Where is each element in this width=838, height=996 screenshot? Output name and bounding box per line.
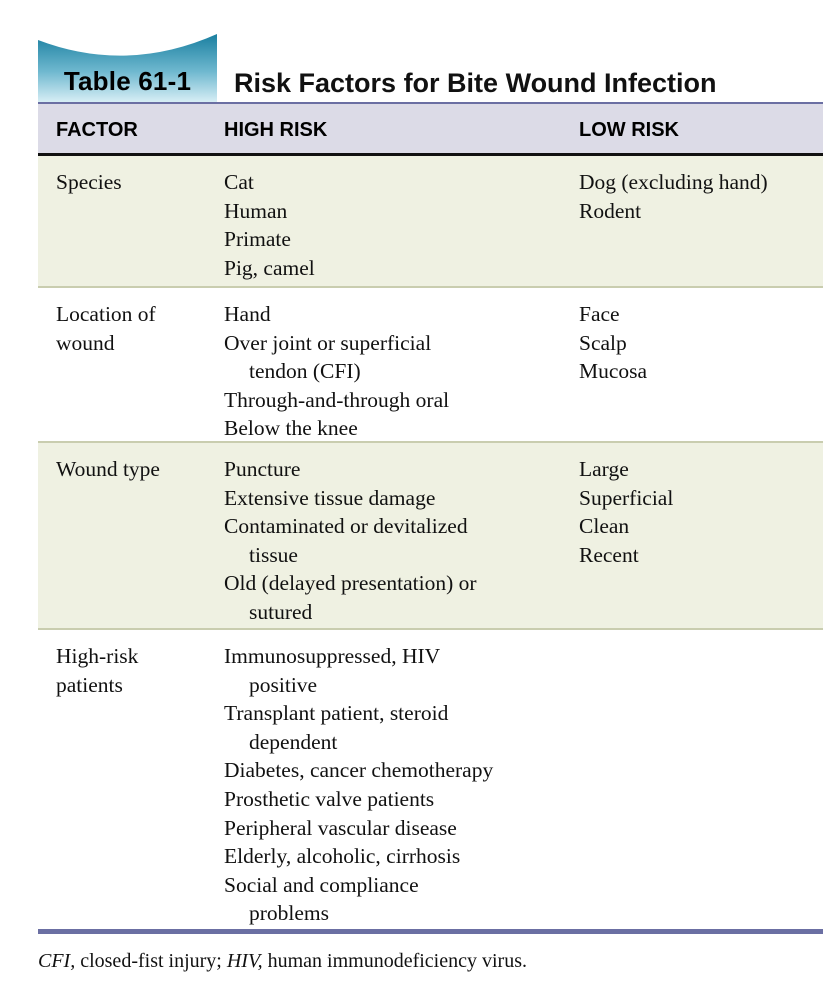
high-risk-item: Over joint or superficial (224, 330, 432, 355)
low-risk-item: Face (579, 302, 620, 326)
low-risk-item: Clean (579, 514, 630, 539)
high-risk-item: Social and compliance (224, 872, 419, 897)
header-high-risk: HIGH RISK (224, 119, 328, 141)
bottom-rule (38, 929, 823, 934)
factor-label-line: Location of (56, 302, 156, 326)
high-risk-item: Contaminated or devitalized (224, 514, 468, 539)
high-risk-item: Prosthetic valve patients (224, 786, 435, 811)
factor-label-line: wound (56, 330, 115, 355)
table-row (38, 288, 823, 441)
high-risk-item: Puncture (224, 457, 301, 481)
high-risk-item: Hand (224, 302, 271, 326)
table-title: Risk Factors for Bite Wound Infection (234, 68, 717, 98)
factor-label-line: High-risk (56, 644, 139, 668)
low-risk-item: Large (579, 457, 629, 481)
high-risk-item: Pig, camel (224, 255, 315, 280)
factor-label-line: Wound type (56, 457, 160, 481)
high-risk-item: sutured (249, 599, 313, 624)
factor-label-line: patients (56, 672, 123, 697)
footnote-abbr-hiv: HIV, (226, 950, 263, 972)
factor-cell (56, 168, 122, 197)
high-risk-item: positive (249, 672, 318, 697)
high-risk-item: Through-and-through oral (224, 387, 450, 412)
header-low-risk: LOW RISK (579, 119, 679, 141)
factor-label-line: Species (56, 170, 122, 194)
high-risk-item: Primate (224, 227, 291, 252)
high-risk-item: Extensive tissue damage (224, 485, 436, 510)
table-row (38, 156, 823, 286)
low-risk-item: Mucosa (579, 359, 648, 384)
table-row (38, 630, 823, 929)
high-risk-item: Elderly, alcoholic, cirrhosis (224, 844, 461, 869)
high-risk-item: Below the knee (224, 416, 358, 441)
footnote-def-hiv: human immunodeficiency virus. (262, 950, 527, 972)
low-risk-cell (579, 300, 647, 386)
table-header (38, 104, 823, 153)
factor-cell (56, 300, 156, 357)
high-risk-cell (224, 300, 449, 443)
high-risk-item: Peripheral vascular disease (224, 815, 457, 840)
low-risk-item: Rodent (579, 198, 642, 223)
high-risk-cell (224, 455, 477, 627)
low-risk-cell (579, 455, 673, 569)
factor-cell (56, 642, 138, 699)
high-risk-item: Transplant patient, steroid (224, 701, 449, 726)
factor-cell (56, 455, 160, 484)
low-risk-item: Recent (579, 542, 639, 567)
high-risk-item: Cat (224, 170, 254, 194)
high-risk-item: Diabetes, cancer chemotherapy (224, 758, 494, 783)
high-risk-item: tendon (CFI) (249, 359, 361, 384)
table-row (38, 443, 823, 628)
high-risk-item: Old (delayed presentation) or (224, 571, 477, 596)
footnote-def-cfi: closed-fist injury; (75, 950, 227, 972)
high-risk-cell (224, 642, 493, 928)
low-risk-item: Dog (excluding hand) (579, 170, 768, 194)
high-risk-cell (224, 168, 315, 282)
high-risk-item: Human (224, 198, 288, 223)
low-risk-item: Superficial (579, 485, 674, 510)
high-risk-item: tissue (249, 542, 298, 567)
header-factor: FACTOR (56, 119, 138, 141)
high-risk-item: dependent (249, 729, 338, 754)
high-risk-item: Immunosuppressed, HIV (224, 644, 441, 668)
low-risk-cell (579, 168, 768, 225)
footnote-abbr-cfi: CFI, (38, 950, 76, 972)
table-footnote (38, 950, 527, 973)
table-number: Table 61-1 (63, 66, 192, 96)
low-risk-item: Scalp (579, 330, 627, 355)
high-risk-item: problems (249, 901, 330, 926)
